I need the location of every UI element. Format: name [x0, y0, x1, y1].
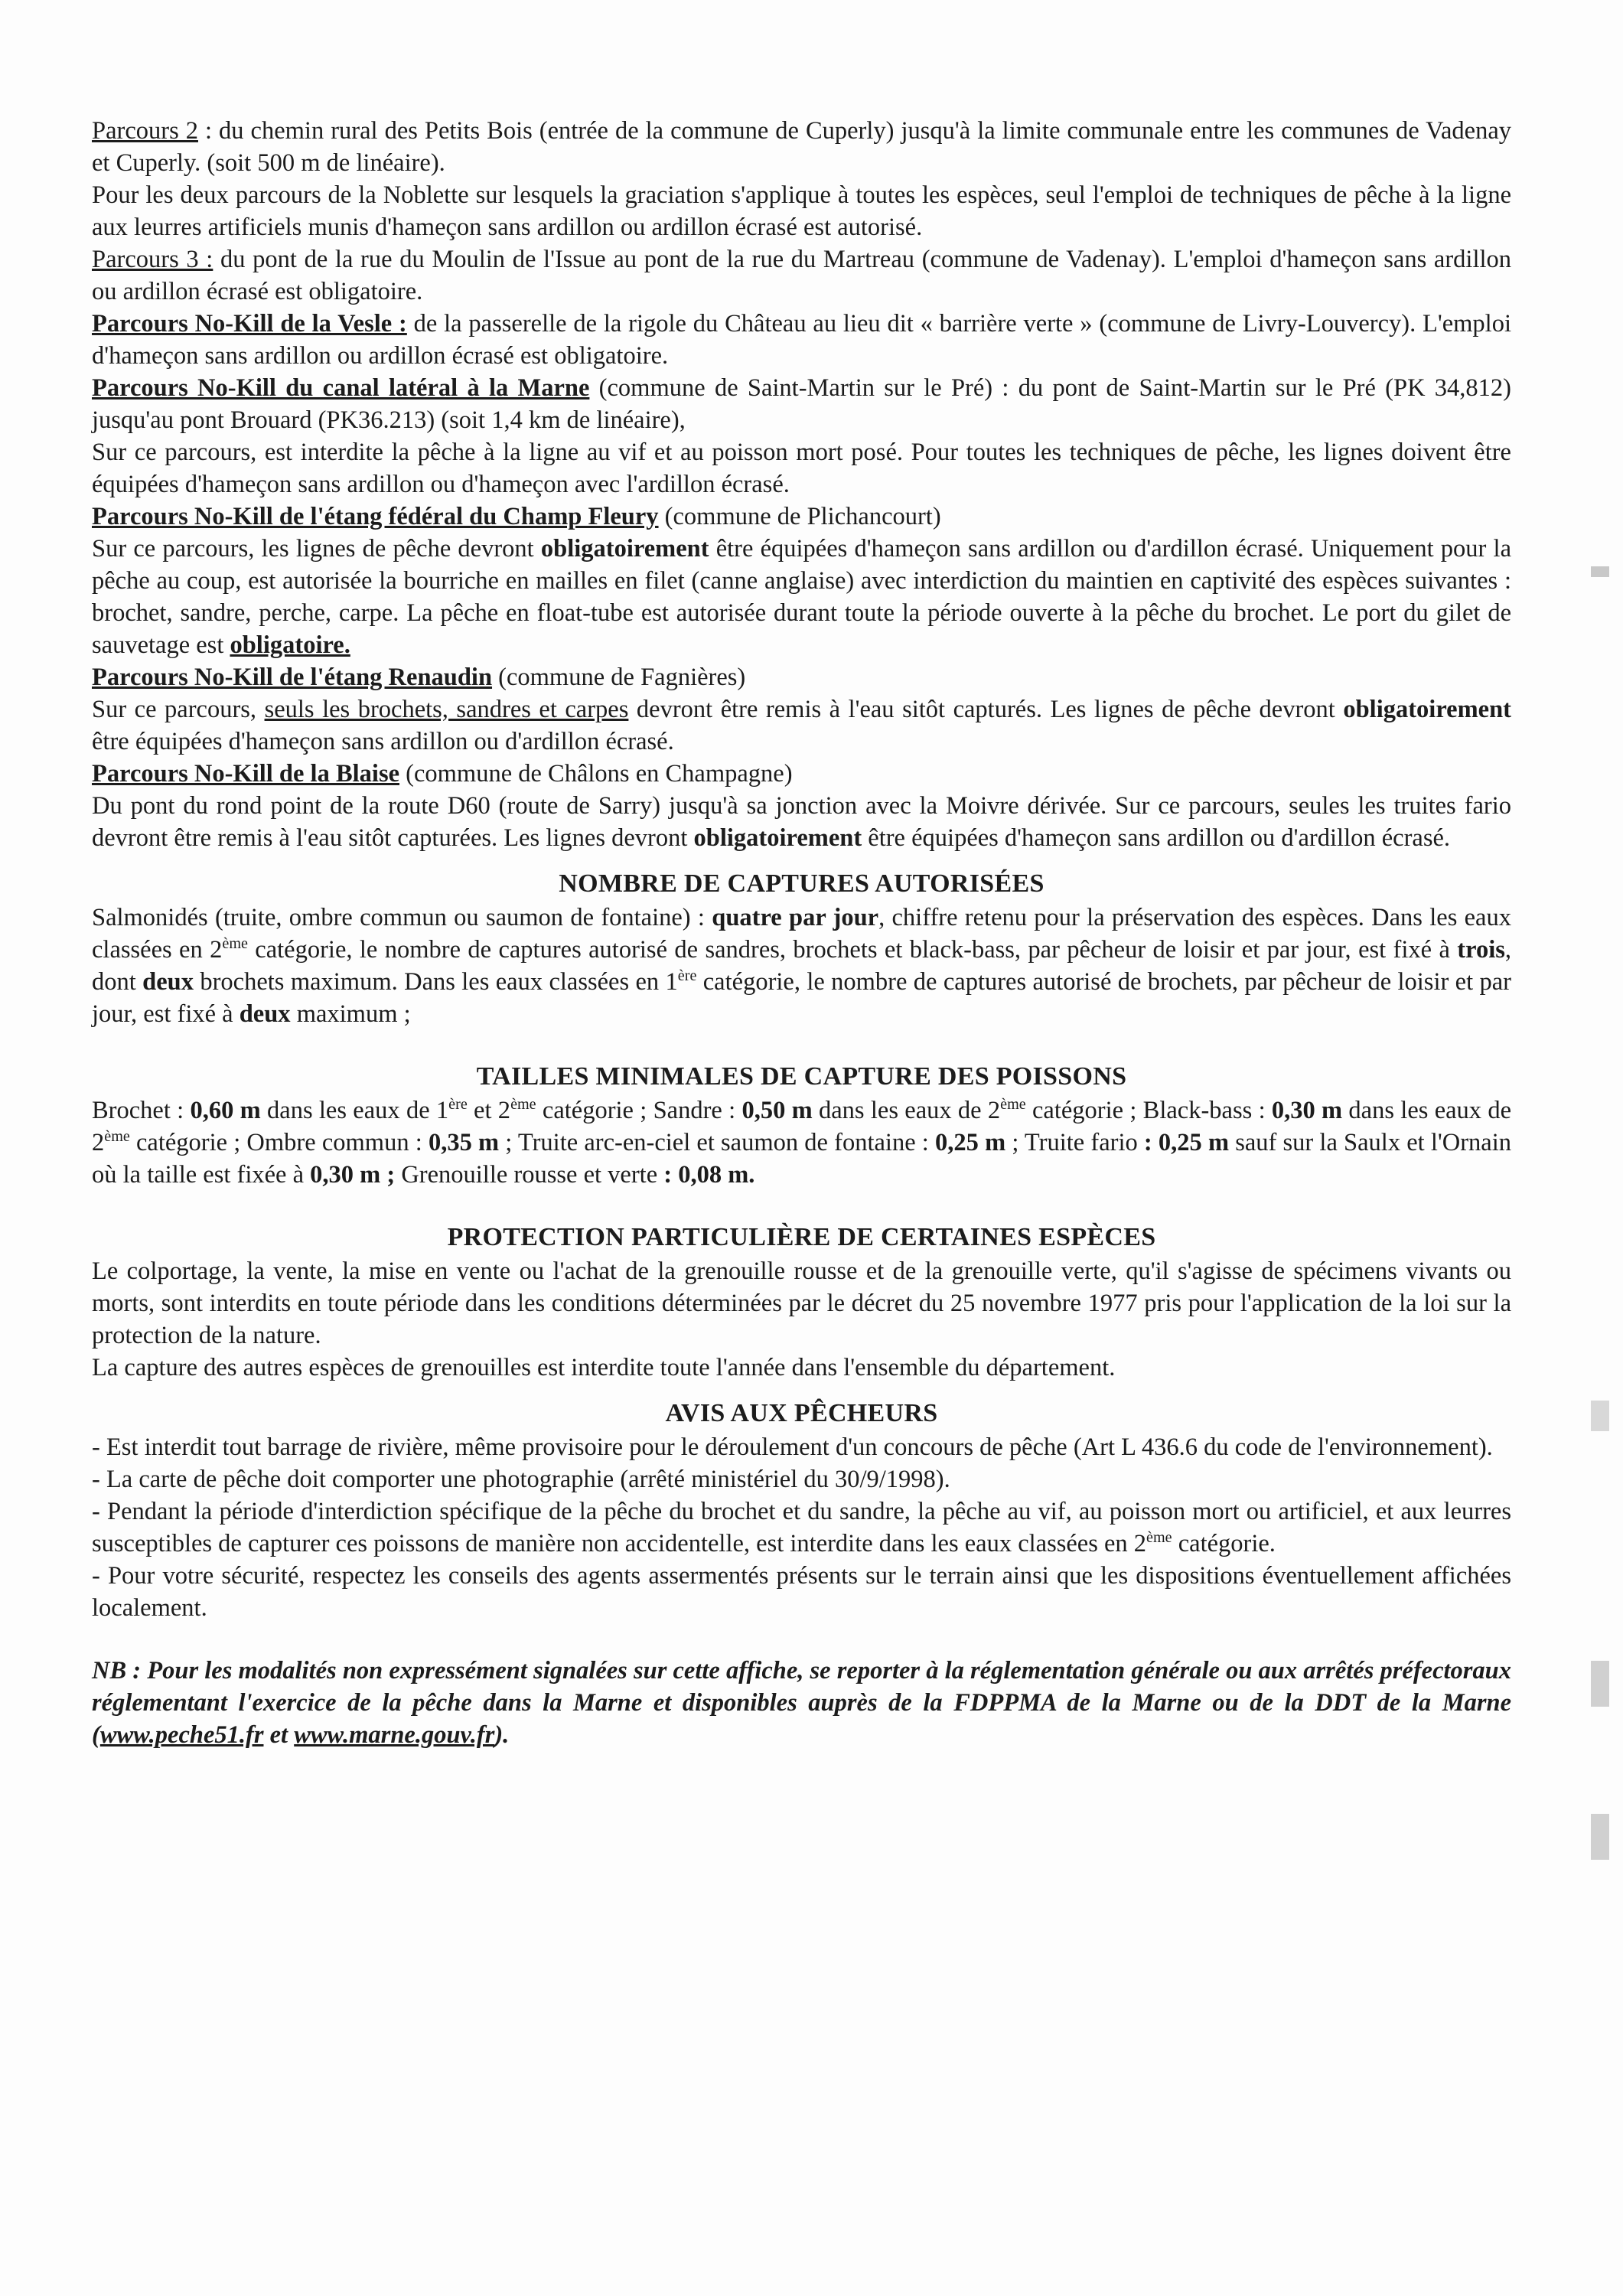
nb-text-3: ). [494, 1721, 510, 1749]
champ-bold-2: obligatoire. [230, 631, 350, 659]
captures-b2: trois [1457, 936, 1505, 964]
captures-b1: quatre par jour [712, 904, 879, 931]
tailles-b8: : 0,08 m. [663, 1161, 755, 1189]
nb-link-peche51[interactable]: www.peche51.fr [99, 1721, 264, 1749]
tailles-b5: 0,25 m [935, 1129, 1006, 1156]
tailles-b2: 0,50 m [741, 1097, 813, 1124]
tailles-t1: Brochet : [92, 1097, 191, 1124]
parcours-canal-label: Parcours No-Kill du canal latéral à la Marne [92, 374, 590, 402]
protection-paragraph-2: La capture des autres espèces de grenouilles est interdite toute l'année dans l'ensemble du département. [92, 1354, 1116, 1381]
captures-t1: Salmonidés (truite, ombre commun ou saumon de fontaine) : [92, 904, 712, 931]
captures-sup2: ère [677, 967, 697, 985]
nb-note [92, 1655, 1511, 1751]
tailles-t11: sauf sur la Saulx et l'Ornain où la taille est fixée à [92, 1129, 1512, 1189]
scan-artifact [1591, 1814, 1609, 1860]
parcours-2 [92, 115, 1511, 179]
parcours-canal [92, 372, 1511, 436]
parcours-renaudin-title [92, 661, 1511, 693]
blaise-text-2: être équipées d'hameçon sans ardillon ou d'ardillon écrasé. [862, 824, 1451, 852]
avis-item-3-text: - Pendant la période d'interdiction spécifique de la pêche du brochet et du sandre, la pêche au vif, au poisson mort ou artificiel, et aux leurres susceptibles de capturer ces poissons de manière non accidentelle, est interdite dans les eaux classées en 2 [92, 1498, 1511, 1557]
tailles-sup3: ème [1000, 1096, 1026, 1114]
parcours-champ-fleury-rules [92, 533, 1511, 661]
blaise-text-1: Du pont du rond point de la route D60 (route de Sarry) jusqu'à sa jonction avec la Moivre dérivée. Sur ce parcours, seules les truites fario devront être remis à l'eau sitôt capturées. Les lignes devront [92, 792, 1511, 852]
scan-artifact [1591, 566, 1609, 577]
nb-text-2: et [263, 1721, 295, 1749]
captures-t7: maximum ; [290, 1000, 411, 1028]
tailles-t12: Grenouille rousse et verte [395, 1161, 664, 1189]
avis-item-3-end: catégorie. [1172, 1530, 1276, 1557]
parcours-blaise-title [92, 758, 1511, 790]
tailles-b7: 0,30 m ; [310, 1161, 396, 1189]
tailles-paragraph [92, 1094, 1511, 1191]
renaudin-text-2: devront être remis à l'eau sitôt capturés. Les lignes de pêche devront [628, 696, 1344, 723]
tailles-t10: ; Truite fario [1005, 1129, 1144, 1156]
parcours-champ-fleury-title [92, 501, 1511, 533]
parcours-champ-fleury-label: Parcours No-Kill de l'étang fédéral du Champ Fleury [92, 503, 659, 530]
tailles-b6: : 0,25 m [1143, 1129, 1230, 1156]
captures-b4: deux [239, 1000, 291, 1028]
tailles-t6: catégorie ; Black-bass : [1025, 1097, 1272, 1124]
tailles-b3: 0,30 m [1271, 1097, 1343, 1124]
parcours-canal-text: (commune de Saint-Martin sur le Pré) : du pont de Saint-Martin sur le Pré (PK 34,812) jusqu'au pont Brouard (PK36.213) (soit 1,4 km de linéaire), [92, 374, 1512, 434]
avis-item-3-sup: ème [1146, 1529, 1172, 1547]
parcours-champ-fleury-commune: (commune de Plichancourt) [658, 503, 941, 530]
renaudin-text-3: être équipées d'hameçon sans ardillon ou d'ardillon écrasé. [92, 728, 674, 755]
tailles-b4: 0,35 m [428, 1129, 500, 1156]
document-body [92, 115, 1511, 1751]
parcours-blaise-commune: (commune de Châlons en Champagne) [399, 760, 793, 788]
tailles-t9: ; Truite arc-en-ciel et saumon de fontaine : [499, 1129, 936, 1156]
parcours-blaise-rules [92, 790, 1511, 854]
tailles-t7: dans les eaux de 2 [92, 1097, 1512, 1156]
protection-heading: PROTECTION PARTICULIÈRE DE CERTAINES ESPÈCES [447, 1223, 1156, 1251]
captures-t4: , dont [92, 936, 1511, 996]
captures-sup1: ème [222, 935, 248, 953]
parcours-renaudin-commune: (commune de Fagnières) [492, 664, 746, 691]
parcours-vesle-text: de la passerelle de la rigole du Château au lieu dit « barrière verte » (commune de Livry-Louvercy). L'emploi d'hameçon sans ardillon ou ardillon écrasé est obligatoire. [92, 310, 1511, 370]
parcours-vesle [92, 308, 1511, 372]
champ-bold-1: obligatoirement [540, 535, 709, 563]
tailles-heading: TAILLES MINIMALES DE CAPTURE DES POISSONS [476, 1062, 1127, 1091]
parcours-renaudin-rules [92, 693, 1511, 758]
tailles-t2: dans les eaux de 1 [260, 1097, 449, 1124]
captures-t2: , chiffre retenu pour la préservation des espèces. Dans les eaux classées en 2 [92, 904, 1511, 964]
avis-item-1: - Est interdit tout barrage de rivière, même provisoire pour le déroulement d'un concours de pêche (Art L 436.6 du code de l'environnement). [92, 1433, 1493, 1461]
captures-t6: catégorie, le nombre de captures autorisé de brochets, par pêcheur de loisir et par jour, est fixé à [92, 968, 1511, 1028]
avis-item-2: - La carte de pêche doit comporter une photographie (arrêté ministériel du 30/9/1998). [92, 1466, 950, 1493]
tailles-t3: et 2 [467, 1097, 511, 1124]
parcours-vesle-label: Parcours No-Kill de la Vesle : [92, 310, 407, 338]
parcours-blaise-label: Parcours No-Kill de la Blaise [92, 760, 400, 788]
blaise-bold-1: obligatoirement [693, 824, 862, 852]
avis-item-3 [92, 1495, 1511, 1560]
tailles-sup2: ème [510, 1096, 536, 1114]
parcours-2-label: Parcours 2 [92, 117, 198, 145]
parcours-canal-rules: Sur ce parcours, est interdite la pêche à la ligne au vif et au poisson mort posé. Pour toutes les techniques de pêche, les lignes doivent être équipées d'hameçon sans ardillon ou d'hameçon avec l'ardillon écrasé. [92, 439, 1511, 498]
tailles-t5: dans les eaux de 2 [812, 1097, 1001, 1124]
captures-heading: NOMBRE DE CAPTURES AUTORISÉES [559, 869, 1045, 898]
tailles-sup1: ère [448, 1096, 468, 1114]
captures-b3: deux [142, 968, 194, 996]
captures-paragraph [92, 902, 1511, 1030]
tailles-b1: 0,60 m [190, 1097, 261, 1124]
parcours-renaudin-label: Parcours No-Kill de l'étang Renaudin [92, 664, 493, 691]
parcours-3-text: du pont de la rue du Moulin de l'Issue au pont de la rue du Martreau (commune de Vadenay). L'emploi d'hameçon sans ardillon ou ardillon écrasé est obligatoire. [92, 246, 1512, 305]
renaudin-bold-1: obligatoirement [1343, 696, 1511, 723]
avis-item-4: - Pour votre sécurité, respectez les conseils des agents assermentés présents sur le terrain ainsi que les dispositions éventuellement affichées localement. [92, 1562, 1511, 1622]
renaudin-text-1: Sur ce parcours, [92, 696, 265, 723]
tailles-t8: catégorie ; Ombre commun : [129, 1129, 429, 1156]
parcours-3-label: Parcours 3 : [92, 246, 213, 273]
captures-t3: catégorie, le nombre de captures autorisé de sandres, brochets et black-bass, par pêcheur de loisir et par jour, est fixé à [247, 936, 1458, 964]
nb-text-1: NB : Pour les modalités non expressément signalées sur cette affiche, se reporter à la réglementation générale ou aux arrêtés préfectoraux réglementant l'exercice de la pêche dans la Marne et disponibles auprès de la FDPPMA de la Marne ou de la DDT de la Marne ( [92, 1657, 1511, 1749]
scan-artifact [1591, 1401, 1609, 1431]
protection-paragraph-1: Le colportage, la vente, la mise en vente ou l'achat de la grenouille rousse et de la grenouille verte, qu'il s'agisse de spécimens vivants ou morts, sont interdits en toute période dans les conditions déterminées par le décret du 25 novembre 1977 pris pour l'application de la loi sur la protection de la nature. [92, 1257, 1511, 1349]
renaudin-underline-1: seuls les brochets, sandres et carpes [264, 696, 629, 723]
champ-text-2: être équipées d'hameçon sans ardillon ou d'ardillon écrasé. Uniquement pour la pêche au coup, est autorisée la bourriche en mailles en filet (canne anglaise) avec interdiction du maintien en captivité des espèces suivantes : brochet, sandre, perche, carpe. La pêche en float-tube est autorisée durant toute la période ouverte à la pêche du brochet. Le port du gilet de sauvetage est [92, 535, 1511, 659]
tailles-sup4: ème [104, 1128, 130, 1146]
parcours-2-text: : du chemin rural des Petits Bois (entrée de la commune de Cuperly) jusqu'à la limite communale entre les communes de Vadenay et Cuperly. (soit 500 m de linéaire). [92, 117, 1511, 177]
scan-artifact [1591, 1661, 1609, 1707]
captures-t5: brochets maximum. Dans les eaux classées en 1 [193, 968, 678, 996]
champ-text-1: Sur ce parcours, les lignes de pêche devront [92, 535, 541, 563]
tailles-t4: catégorie ; Sandre : [536, 1097, 742, 1124]
noblette-paragraph: Pour les deux parcours de la Noblette sur lesquels la graciation s'applique à toutes les espèces, seul l'emploi de techniques de pêche à la ligne aux leurres artificiels munis d'hameçon sans ardillon ou ardillon écrasé est autorisé. [92, 181, 1511, 241]
nb-link-marne-gouv[interactable]: www.marne.gouv.fr [294, 1721, 495, 1749]
parcours-3 [92, 243, 1511, 308]
avis-heading: AVIS AUX PÊCHEURS [665, 1399, 938, 1427]
